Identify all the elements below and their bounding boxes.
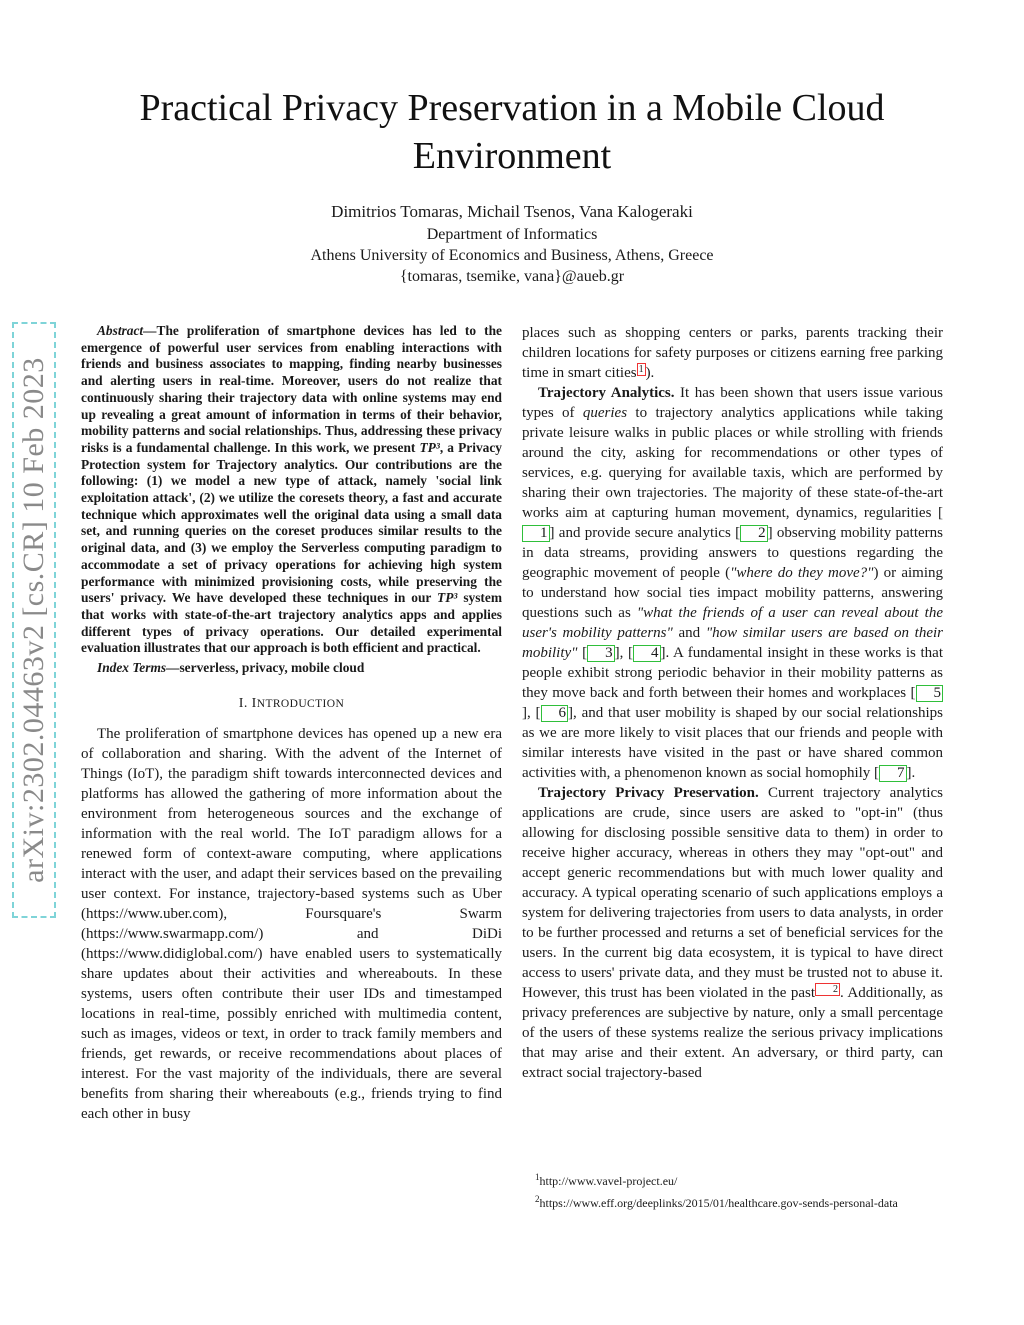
author-affiliation: Athens University of Economics and Business, Athens, Greece xyxy=(310,247,714,264)
trajectory-analytics-paragraph: Trajectory Analytics. It has been shown that users issue various types of queries to trajectory analytics applications while taking private leisure walks in public places or while strolling with friends around the city, asking for recommendations or other types of services, e.g. querying for available taxis, which are performed by sharing their own trajectories. The majority of these state-of-the-art works aim at capturing human movement, dynamics, regularities [1 ] and provide secure analytics [ 2 ] observing mobility patterns in data streams, providing answers to questions regarding the geographic movement of people ("where do they move?") or aiming to understand how social ties impact mobility patterns, answering questions such as "what the friends of a user can reveal about the user's mobility patterns" and "how similar users are based on their mobility" [ 3 ], [ 4 ]. A fundamental insight in these works is that people exhibit strong periodic behavior in their mobility patterns as they move back and forth between their homes and workplaces [ 5], [ 6 ], and that user mobility is shaped by our social relationships as we are more likely to visit places that our friends and people with similar interests have visited in the past or have shared common activities with, a phenomenon known as social homophily [ 7 ]. xyxy=(522,385,944,781)
citation-3[interactable]: 3 xyxy=(587,645,615,662)
continued-text: places such as shopping centers or parks, parents tracking their children locations for safety purposes or citizens earning free parking time in smart cities xyxy=(522,325,943,381)
citation-1[interactable]: 1 xyxy=(522,525,550,542)
citation-7[interactable]: 7 xyxy=(879,765,907,782)
abstract-text-b: , a Privacy Protection system for Trajectory analytics. Our contributions are the following: (1) we model a new type of attack, namely 'social link exploitation attack', (2) we utilize the coresets theory, a fast and accurate technique which approximates well the original data using a small data set, and running queries on the coreset produces similar results to the original data, and (3) we employ the Serverless computing paradigm to accommodate a set of privacy operations for achieving high system performance with minimized provisioning costs, while preserving the users' privacy. We have developed these techniques in our xyxy=(81,439,502,606)
right-column xyxy=(522,323,943,1083)
abstract-text-a: The proliferation of smartphone devices has led to the emergence of powerful user services from enabling interactions with friends and business associates to mapping, finding nearby businesses and alerting users in real-time. Moreover, users do not realize that continuously sharing their trajectory data with online systems may end up revealing a great amount of information in terms of their behavior, mobility patterns and social relationships. Thus, addressing these privacy risks is a fundamental challenge. In this work, we present xyxy=(81,323,502,455)
index-terms-text: serverless, privacy, mobile cloud xyxy=(179,660,365,676)
abstract-tp3: TP³ xyxy=(419,439,440,455)
paper-title: Practical Privacy Preservation in a Mobile Cloud Environment xyxy=(139,87,885,177)
section-number: I. xyxy=(238,696,252,712)
author-email: {tomaras, tsemike, vana}@aueb.gr xyxy=(399,268,625,285)
continued-paragraph xyxy=(522,323,943,383)
section-title-rest: NTRODUCTION xyxy=(256,698,345,711)
left-column xyxy=(81,323,502,1124)
ta-text: ) or aiming to understand how social ties impact mobility patterns, answering questions such as xyxy=(522,565,943,621)
abstract-tp3-second: TP³ xyxy=(437,590,458,606)
footnote-ref-2[interactable]: 2 xyxy=(815,983,840,996)
trajectory-analytics-heading: Trajectory Analytics. xyxy=(538,385,675,401)
section-heading-introduction xyxy=(81,694,502,714)
footnote-link[interactable]: http://www.vavel-project.eu/ xyxy=(539,1174,678,1188)
footnote-mark: 2 xyxy=(535,1194,540,1204)
abstract xyxy=(81,323,502,657)
ta-text: It has been shown that users issue various types of xyxy=(522,385,943,421)
author-department: Department of Informatics xyxy=(426,226,598,243)
citation-5[interactable]: 5 xyxy=(916,685,944,702)
citation-2[interactable]: 2 xyxy=(740,525,768,542)
footnote-2 xyxy=(535,1190,955,1212)
arxiv-identifier: arXiv:2302.04463v2 [cs.CR] 10 Feb 2023 xyxy=(17,357,50,883)
index-terms xyxy=(81,659,502,676)
abstract-text-c: system that works with state-of-the-art trajectory analytics apps and applies different types of privacy operations. Our detailed experimental evaluation illustrates that our approach is both efficient and practical. xyxy=(81,590,502,656)
author-names: Dimitrios Tomaras, Michail Tsenos, Vana Kalogeraki xyxy=(331,202,693,221)
continued-text-end: ). xyxy=(645,365,655,381)
ta-text: and xyxy=(672,625,706,641)
footnotes xyxy=(535,1168,955,1212)
ta-text: . xyxy=(911,765,916,781)
footnote-link[interactable]: https://www.eff.org/deeplinks/2015/01/healthcare.gov-sends-personal-data xyxy=(539,1196,898,1210)
abstract-label: Abstract— xyxy=(97,323,157,338)
section-initial: I xyxy=(251,696,257,712)
citation-6[interactable]: 6 xyxy=(541,705,569,722)
arxiv-identifier-stamp xyxy=(12,322,56,918)
footnote-ref-1[interactable]: 1 xyxy=(638,364,644,375)
tpp-text: Current trajectory analytics applications are crude, since users are asked to "opt-in" (thus allowing for disclosing possible sensitive data to them) in order to receive higher accuracy, whereas in others they may "opt-out" and accept generic recommendations but with much lower quality and accuracy. A typical operating scenario of such applications employs a system for delivering trajectories from users to data analysts, in order to be further processed and returns a set of beneficial services for the users. In the current big data ecosystem, it is typical to have direct access to users' private data, and they must be trusted not to abuse it. However, this trust has been violated in the past xyxy=(522,785,943,1001)
footnote-1 xyxy=(535,1168,955,1190)
ta-quote-3: "how similar users are based on their mobility" xyxy=(522,625,943,661)
author-block xyxy=(80,201,944,287)
intro-paragraph: The proliferation of smartphone devices has opened up a new era of collaboration and sharing. With the advent of the Internet of Things (IoT), the paradigm shift towards interconnected devices and platforms has allowed the gathering of more information about the environment from heterogeneous sources and the exchange of information with the real world. The IoT paradigm allows for a renewed form of context-aware computing, where applications interact with the user, and adapt their services based on the prevailing user context. For instance, trajectory-based systems such as Uber (https://www.uber.com), Foursquare's Swarm (https://www.swarmapp.com/) and DiDi (https://www.didiglobal.com/) have enabled users to systematically share updates about their activities and whereabouts. In these systems, users often contribute their user IDs and timestamped locations in real-time, possibly enriched with multimedia content, such as images, videos or text, in order to track family members and friends, get rewards, or receive recommendations about places of interest. For the vast majority of the individuals, there are several benefits from sharing their whereabouts (e.g., friends trying to find each other in busy xyxy=(81,726,502,1123)
ta-queries: queries xyxy=(582,405,628,421)
index-terms-label: Index Terms— xyxy=(97,660,180,676)
ta-text: . A fundamental insight in these works is that people exhibit strong periodic behavior in their mobility patterns as they move back and forth between their homes and workplaces xyxy=(522,645,944,701)
ta-text: to trajectory analytics applications while taking private leisure walks in public places or while strolling with friends around the city, asking for recommendations or other types of services, e.g. querying for available taxis, which are performed by sharing their own trajectories. The majority of these state-of-the-art works aim at capturing human movement, dynamics, regularities xyxy=(522,405,943,521)
ta-quote-1: "where do they move?" xyxy=(730,565,874,581)
citation-4[interactable]: 4 xyxy=(633,645,661,662)
tpp-text: . Additionally, as privacy preferences are subjective by nature, only a small percentage of the users of these systems realize the serious privacy implications that may arise and their extent. An adversary, or third party, can extract social trajectory-based xyxy=(522,985,943,1081)
ta-text: , and that user mobility is shaped by our social relationships as we are more likely to visit places that our friends and people with similar interests have visited in the past or have shared common activities with, a phenomenon known as social homophily xyxy=(522,705,943,781)
ta-quote-2: "what the friends of a user can reveal about the user's mobility patterns" xyxy=(522,605,943,641)
trajectory-privacy-paragraph xyxy=(522,783,943,1083)
ta-text: observing mobility patterns in data streams, providing answers to questions regarding the geographic movement of people ( xyxy=(522,525,943,581)
footnote-mark: 1 xyxy=(535,1172,540,1182)
trajectory-privacy-heading: Trajectory Privacy Preservation. xyxy=(538,785,759,801)
ta-text: and provide secure analytics xyxy=(554,525,736,541)
